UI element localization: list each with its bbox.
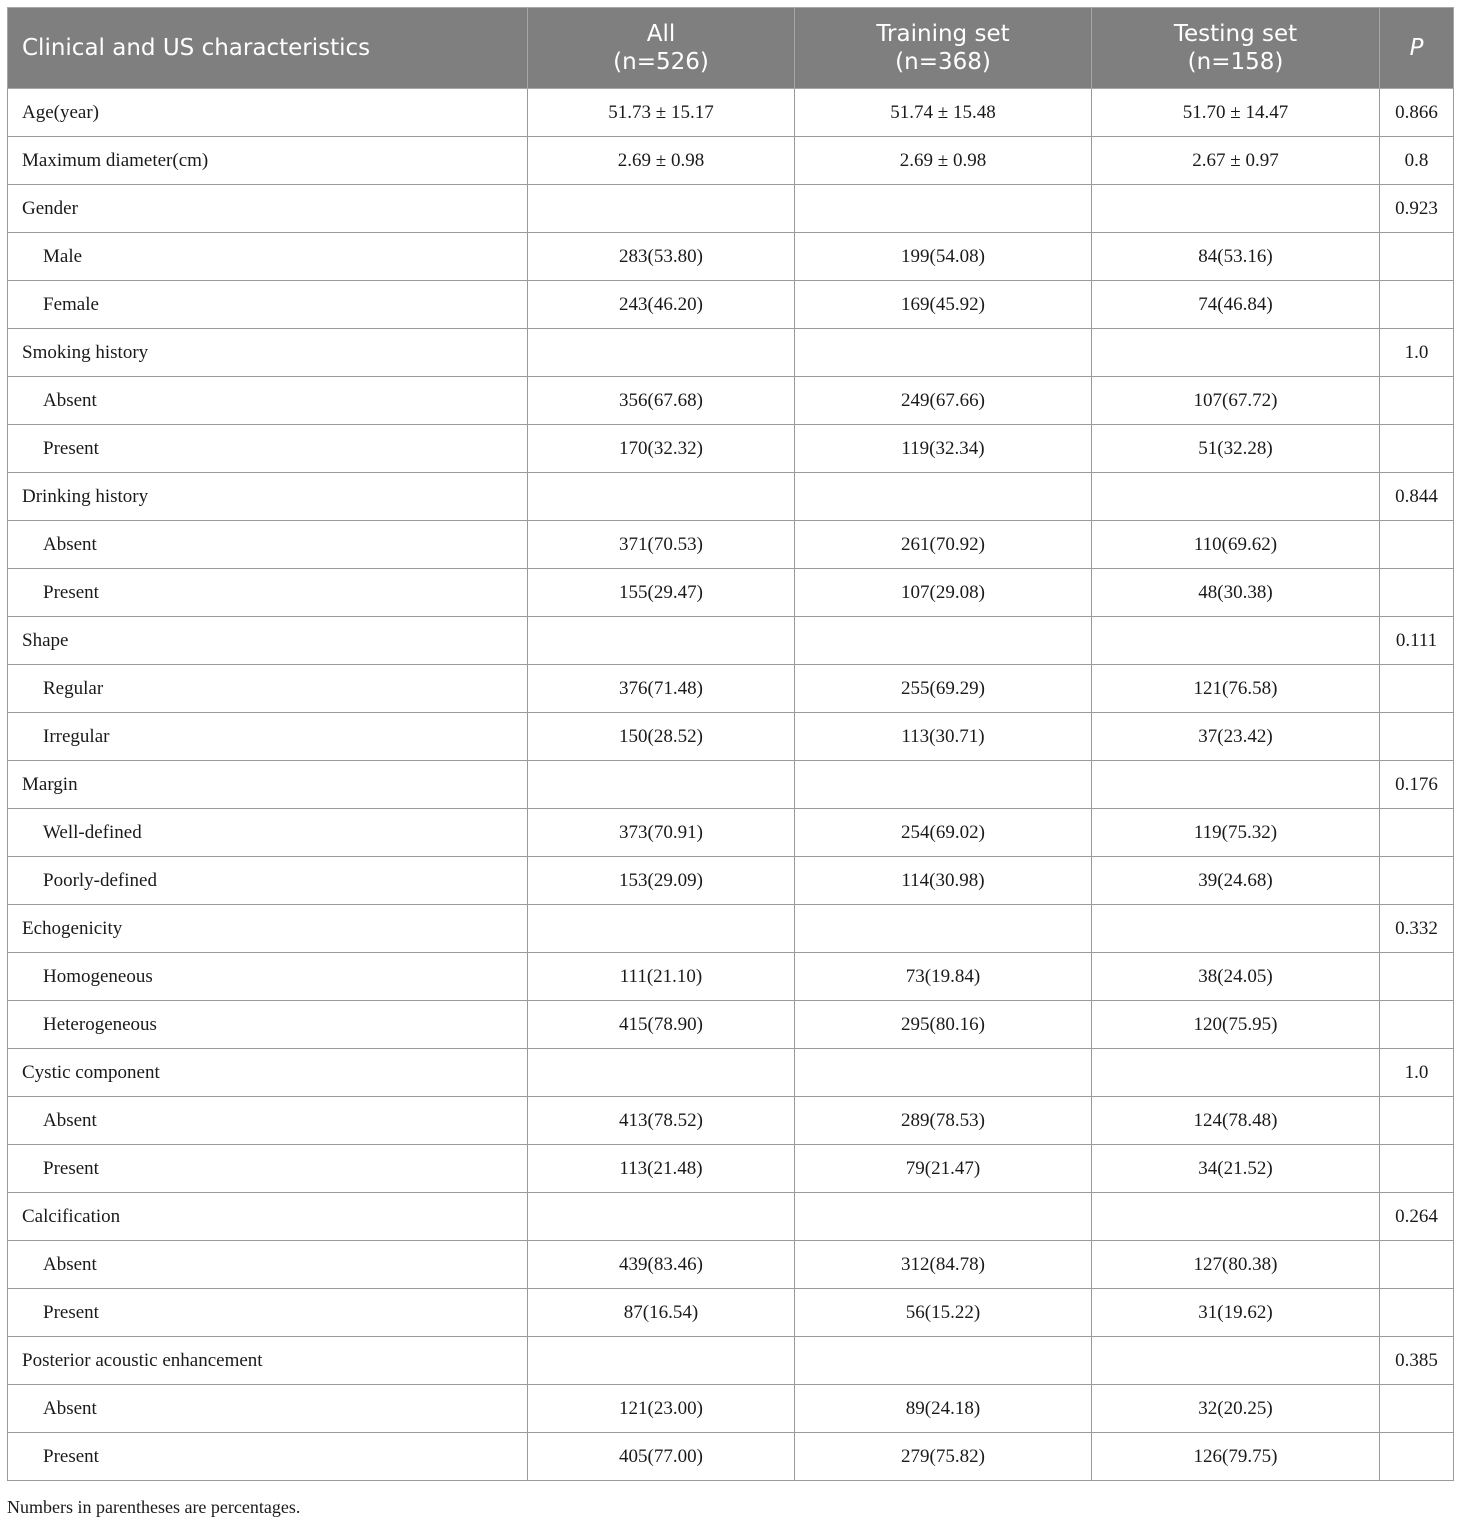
cell-testing: 51.70 ± 14.47 <box>1092 89 1380 137</box>
header-p-value: P <box>1380 8 1454 89</box>
cell-all: 113(21.48) <box>528 1145 795 1193</box>
cell-p <box>1380 521 1454 569</box>
row-label: Echogenicity <box>8 905 528 953</box>
cell-all <box>528 1049 795 1097</box>
cell-training <box>795 185 1092 233</box>
table-row <box>8 377 1454 425</box>
cell-all: 373(70.91) <box>528 809 795 857</box>
table-row <box>8 1049 1454 1097</box>
row-label: Absent <box>8 1097 528 1145</box>
cell-p: 0.844 <box>1380 473 1454 521</box>
table-row <box>8 1385 1454 1433</box>
header-testing-set <box>1092 8 1380 89</box>
cell-testing: 119(75.32) <box>1092 809 1380 857</box>
table-row <box>8 857 1454 905</box>
table-footnote: Numbers in parentheses are percentages. <box>7 1497 301 1517</box>
row-label: Poorly-defined <box>8 857 528 905</box>
cell-all <box>528 1337 795 1385</box>
cell-training: 261(70.92) <box>795 521 1092 569</box>
row-label: Maximum diameter(cm) <box>8 137 528 185</box>
table-row <box>8 953 1454 1001</box>
cell-testing <box>1092 473 1380 521</box>
cell-p <box>1380 377 1454 425</box>
row-label: Present <box>8 425 528 473</box>
cell-p <box>1380 857 1454 905</box>
cell-training: 255(69.29) <box>795 665 1092 713</box>
cell-all: 356(67.68) <box>528 377 795 425</box>
cell-testing: 110(69.62) <box>1092 521 1380 569</box>
cell-p <box>1380 1289 1454 1337</box>
cell-all: 153(29.09) <box>528 857 795 905</box>
cell-all: 2.69 ± 0.98 <box>528 137 795 185</box>
cell-all <box>528 761 795 809</box>
cell-testing: 51(32.28) <box>1092 425 1380 473</box>
cell-all: 170(32.32) <box>528 425 795 473</box>
cell-testing: 38(24.05) <box>1092 953 1380 1001</box>
header-testing-title: Testing set <box>1173 21 1298 47</box>
table-row <box>8 905 1454 953</box>
cell-all: 111(21.10) <box>528 953 795 1001</box>
cell-training <box>795 1337 1092 1385</box>
cell-all: 413(78.52) <box>528 1097 795 1145</box>
row-label: Cystic component <box>8 1049 528 1097</box>
cell-all: 405(77.00) <box>528 1433 795 1481</box>
cell-p: 1.0 <box>1380 329 1454 377</box>
header-characteristics: Clinical and US characteristics <box>8 8 528 89</box>
cell-all: 371(70.53) <box>528 521 795 569</box>
cell-all <box>528 329 795 377</box>
cell-p <box>1380 1097 1454 1145</box>
cell-all <box>528 617 795 665</box>
cell-testing: 127(80.38) <box>1092 1241 1380 1289</box>
table-header-row <box>8 8 1454 89</box>
cell-testing: 124(78.48) <box>1092 1097 1380 1145</box>
header-all <box>528 8 795 89</box>
row-label: Smoking history <box>8 329 528 377</box>
cell-training: 249(67.66) <box>795 377 1092 425</box>
cell-testing <box>1092 761 1380 809</box>
cell-training: 2.69 ± 0.98 <box>795 137 1092 185</box>
cell-p: 1.0 <box>1380 1049 1454 1097</box>
row-label: Posterior acoustic enhancement <box>8 1337 528 1385</box>
header-all-count: (n=526) <box>613 49 709 75</box>
table-row <box>8 185 1454 233</box>
cell-all: 376(71.48) <box>528 665 795 713</box>
cell-training: 312(84.78) <box>795 1241 1092 1289</box>
cell-testing: 84(53.16) <box>1092 233 1380 281</box>
cell-training: 89(24.18) <box>795 1385 1092 1433</box>
characteristics-table <box>7 7 1454 1481</box>
table-row <box>8 1001 1454 1049</box>
table-row <box>8 473 1454 521</box>
row-label: Absent <box>8 521 528 569</box>
cell-training <box>795 1193 1092 1241</box>
table-row <box>8 329 1454 377</box>
cell-testing <box>1092 185 1380 233</box>
cell-all: 243(46.20) <box>528 281 795 329</box>
cell-training: 107(29.08) <box>795 569 1092 617</box>
cell-p: 0.332 <box>1380 905 1454 953</box>
cell-training <box>795 761 1092 809</box>
table-row <box>8 1433 1454 1481</box>
cell-testing <box>1092 1193 1380 1241</box>
table-row <box>8 665 1454 713</box>
cell-p <box>1380 1385 1454 1433</box>
row-label: Absent <box>8 1241 528 1289</box>
cell-all: 51.73 ± 15.17 <box>528 89 795 137</box>
row-label: Absent <box>8 377 528 425</box>
cell-training: 295(80.16) <box>795 1001 1092 1049</box>
header-all-title: All <box>646 21 676 47</box>
cell-testing <box>1092 617 1380 665</box>
cell-p: 0.866 <box>1380 89 1454 137</box>
table-row <box>8 569 1454 617</box>
cell-training: 73(19.84) <box>795 953 1092 1001</box>
cell-p <box>1380 569 1454 617</box>
table-row <box>8 1241 1454 1289</box>
cell-training: 119(32.34) <box>795 425 1092 473</box>
cell-all <box>528 905 795 953</box>
table-row <box>8 425 1454 473</box>
cell-testing: 37(23.42) <box>1092 713 1380 761</box>
cell-all: 87(16.54) <box>528 1289 795 1337</box>
cell-p: 0.264 <box>1380 1193 1454 1241</box>
row-label: Age(year) <box>8 89 528 137</box>
cell-training: 199(54.08) <box>795 233 1092 281</box>
cell-all: 439(83.46) <box>528 1241 795 1289</box>
table-row <box>8 137 1454 185</box>
cell-testing: 2.67 ± 0.97 <box>1092 137 1380 185</box>
cell-testing <box>1092 905 1380 953</box>
cell-all: 155(29.47) <box>528 569 795 617</box>
cell-training: 79(21.47) <box>795 1145 1092 1193</box>
cell-testing: 48(30.38) <box>1092 569 1380 617</box>
cell-training <box>795 329 1092 377</box>
cell-all: 415(78.90) <box>528 1001 795 1049</box>
cell-training <box>795 905 1092 953</box>
cell-testing: 31(19.62) <box>1092 1289 1380 1337</box>
cell-testing: 120(75.95) <box>1092 1001 1380 1049</box>
cell-testing: 126(79.75) <box>1092 1433 1380 1481</box>
header-testing-count: (n=158) <box>1187 49 1284 75</box>
table-row <box>8 233 1454 281</box>
cell-p <box>1380 1433 1454 1481</box>
table-row <box>8 1145 1454 1193</box>
row-label: Absent <box>8 1385 528 1433</box>
row-label: Well-defined <box>8 809 528 857</box>
cell-training: 169(45.92) <box>795 281 1092 329</box>
cell-p <box>1380 809 1454 857</box>
table-row <box>8 89 1454 137</box>
cell-training <box>795 617 1092 665</box>
cell-all <box>528 185 795 233</box>
row-label: Present <box>8 1145 528 1193</box>
characteristics-table-container <box>7 7 1453 1481</box>
row-label: Regular <box>8 665 528 713</box>
cell-p: 0.111 <box>1380 617 1454 665</box>
cell-testing <box>1092 1049 1380 1097</box>
cell-testing: 107(67.72) <box>1092 377 1380 425</box>
cell-training: 279(75.82) <box>795 1433 1092 1481</box>
cell-all: 150(28.52) <box>528 713 795 761</box>
row-label: Heterogeneous <box>8 1001 528 1049</box>
table-row <box>8 809 1454 857</box>
cell-testing <box>1092 329 1380 377</box>
cell-p <box>1380 281 1454 329</box>
table-row <box>8 713 1454 761</box>
cell-training: 56(15.22) <box>795 1289 1092 1337</box>
row-label: Gender <box>8 185 528 233</box>
cell-all: 283(53.80) <box>528 233 795 281</box>
row-label: Present <box>8 1433 528 1481</box>
cell-training: 289(78.53) <box>795 1097 1092 1145</box>
row-label: Male <box>8 233 528 281</box>
row-label: Homogeneous <box>8 953 528 1001</box>
cell-training <box>795 1049 1092 1097</box>
cell-testing: 74(46.84) <box>1092 281 1380 329</box>
cell-p <box>1380 425 1454 473</box>
cell-testing: 32(20.25) <box>1092 1385 1380 1433</box>
row-label: Female <box>8 281 528 329</box>
header-training-title: Training set <box>876 21 1010 47</box>
row-label: Irregular <box>8 713 528 761</box>
cell-p <box>1380 1001 1454 1049</box>
row-label: Calcification <box>8 1193 528 1241</box>
cell-training: 114(30.98) <box>795 857 1092 905</box>
cell-training: 51.74 ± 15.48 <box>795 89 1092 137</box>
cell-p <box>1380 665 1454 713</box>
cell-p: 0.8 <box>1380 137 1454 185</box>
cell-p <box>1380 953 1454 1001</box>
table-row <box>8 521 1454 569</box>
table-row <box>8 761 1454 809</box>
cell-p: 0.176 <box>1380 761 1454 809</box>
row-label: Present <box>8 1289 528 1337</box>
table-row <box>8 617 1454 665</box>
cell-p: 0.385 <box>1380 1337 1454 1385</box>
row-label: Drinking history <box>8 473 528 521</box>
row-label: Shape <box>8 617 528 665</box>
cell-testing: 121(76.58) <box>1092 665 1380 713</box>
table-row <box>8 1097 1454 1145</box>
table-row <box>8 1289 1454 1337</box>
cell-all: 121(23.00) <box>528 1385 795 1433</box>
cell-p <box>1380 1145 1454 1193</box>
table-row <box>8 1193 1454 1241</box>
cell-testing: 39(24.68) <box>1092 857 1380 905</box>
cell-training: 113(30.71) <box>795 713 1092 761</box>
cell-training: 254(69.02) <box>795 809 1092 857</box>
cell-testing <box>1092 1337 1380 1385</box>
cell-p <box>1380 713 1454 761</box>
header-training-set <box>795 8 1092 89</box>
cell-p: 0.923 <box>1380 185 1454 233</box>
header-training-count: (n=368) <box>895 49 991 75</box>
table-row <box>8 281 1454 329</box>
cell-p <box>1380 233 1454 281</box>
cell-p <box>1380 1241 1454 1289</box>
row-label: Margin <box>8 761 528 809</box>
cell-all <box>528 473 795 521</box>
row-label: Present <box>8 569 528 617</box>
table-row <box>8 1337 1454 1385</box>
cell-training <box>795 473 1092 521</box>
cell-testing: 34(21.52) <box>1092 1145 1380 1193</box>
cell-all <box>528 1193 795 1241</box>
